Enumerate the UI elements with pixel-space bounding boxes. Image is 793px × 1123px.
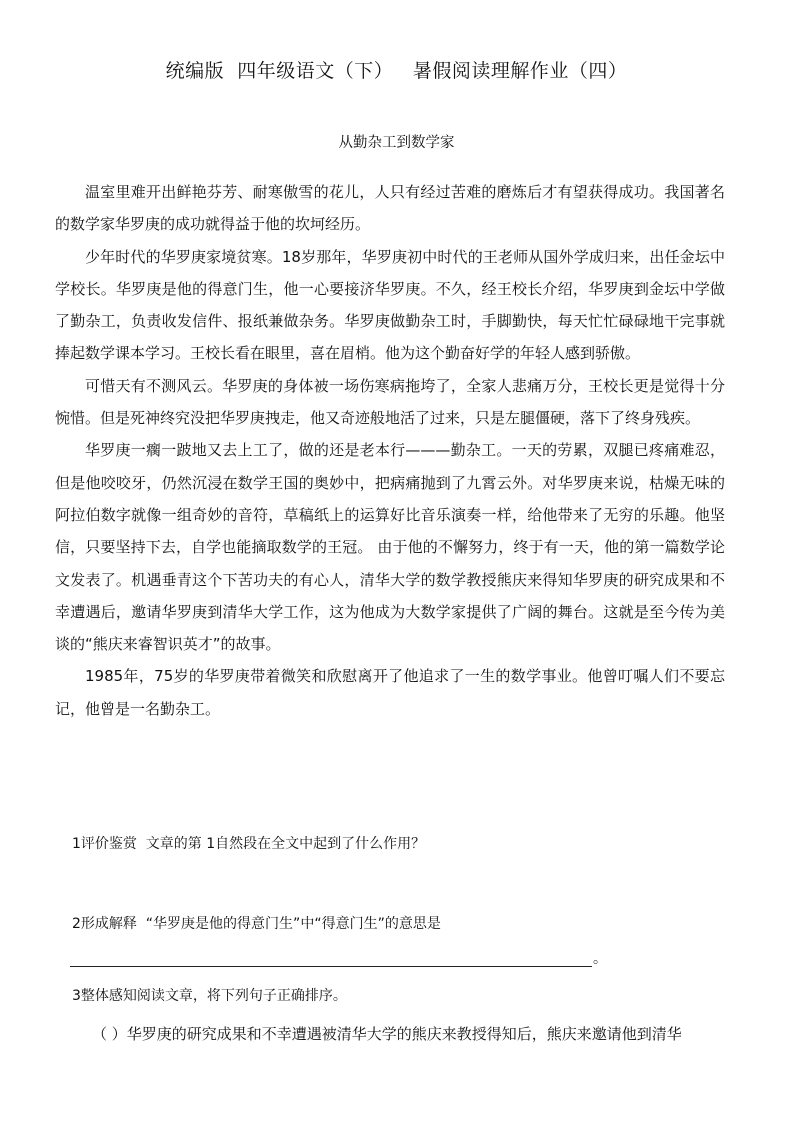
question-3: 3整体感知阅读文章，将下列句子正确排序。: [72, 988, 347, 1004]
article-paragraph: 少年时代的华罗庚家境贫寒。18岁那年，华罗庚初中时代的王老师从国外学成归来，出任金坛中学校长。华罗庚是他的得意门生，他一心要接济华罗庚。不久，经王校长介绍，华罗庚到金坛中学做了勤杂工，负责收发信件、报纸兼做杂务。华罗庚做勤杂工时，手脚勤快，每天忙忙碌碌地干完事就捧起数学课本学习。王校长看在眼里，喜在眉梢。他为这个勤奋好学的年轻人感到骄傲。: [55, 247, 725, 363]
article-paragraph: 1985年，75岁的华罗庚带着微笑和欣慰离开了他追求了一生的数学事业。他曾叮嘱人们不要忘记，他曾是一名勤杂工。: [55, 667, 725, 718]
article-paragraph: 温室里难开出鲜艳芬芳、耐寒傲雪的花儿，人只有经过苦难的磨炼后才有望获得成功。我国著名的数学家华罗庚的成功就得益于他的坎坷经历。: [55, 183, 725, 234]
article-paragraph: 可惜天有不测风云。华罗庚的身体被一场伤寒病拖垮了，全家人悲痛万分，王校长更是觉得十分惋惜。但是死神终究没把华罗庚拽走，他又奇迹般地活了过来，只是左腿僵硬，落下了终身残疾。: [55, 376, 725, 428]
question-1: 1评价鉴赏 文章的第 1自然段在全文中起到了什么作用？: [72, 836, 426, 852]
page-title: 统编版 四年级语文（下） 暑假阅读理解作业（四）: [165, 60, 628, 82]
answer-period: 。: [593, 951, 607, 967]
article-paragraph: 华罗庚一瘸一跛地又去上工了，做的还是老本行———勤杂工。一天的劳累，双腿已疼痛难忍，但是他咬咬牙，仍然沉浸在数学王国的奥妙中，把病痛抛到了九霄云外。对华罗庚来说，枯燥无味的阿拉伯数字就像一组奇妙的音符，草稿纸上的运算好比音乐演奏一样，给他带来了无穷的乐趣。他坚信，只要坚持下去，自学也能摘取数学的王冠。 由于他的不懈努力，终于有一天，他的第一篇数学论文发表了。机遇垂青这个下苦功夫的有心人，清华大学的数学教授熊庆来得知华罗庚的研究成果和不幸遭遇后，邀请华罗庚到清华大学工作，这为他成为大数学家提供了广阔的舞台。这就是至今传为美谈的“熊庆来睿智识英才”的故事。: [55, 441, 725, 654]
article-body: [55, 176, 725, 725]
question-2: 2形成解释 “华罗庚是他的得意门生”中“得意门生”的意思是: [72, 916, 441, 932]
ordering-item: （ ）华罗庚的研究成果和不幸遭遇被清华大学的熊庆来教授得知后，熊庆来邀请他到清华: [92, 1025, 682, 1043]
answer-line[interactable]: [70, 966, 592, 967]
article-title: 从勤杂工到数学家: [338, 135, 455, 151]
